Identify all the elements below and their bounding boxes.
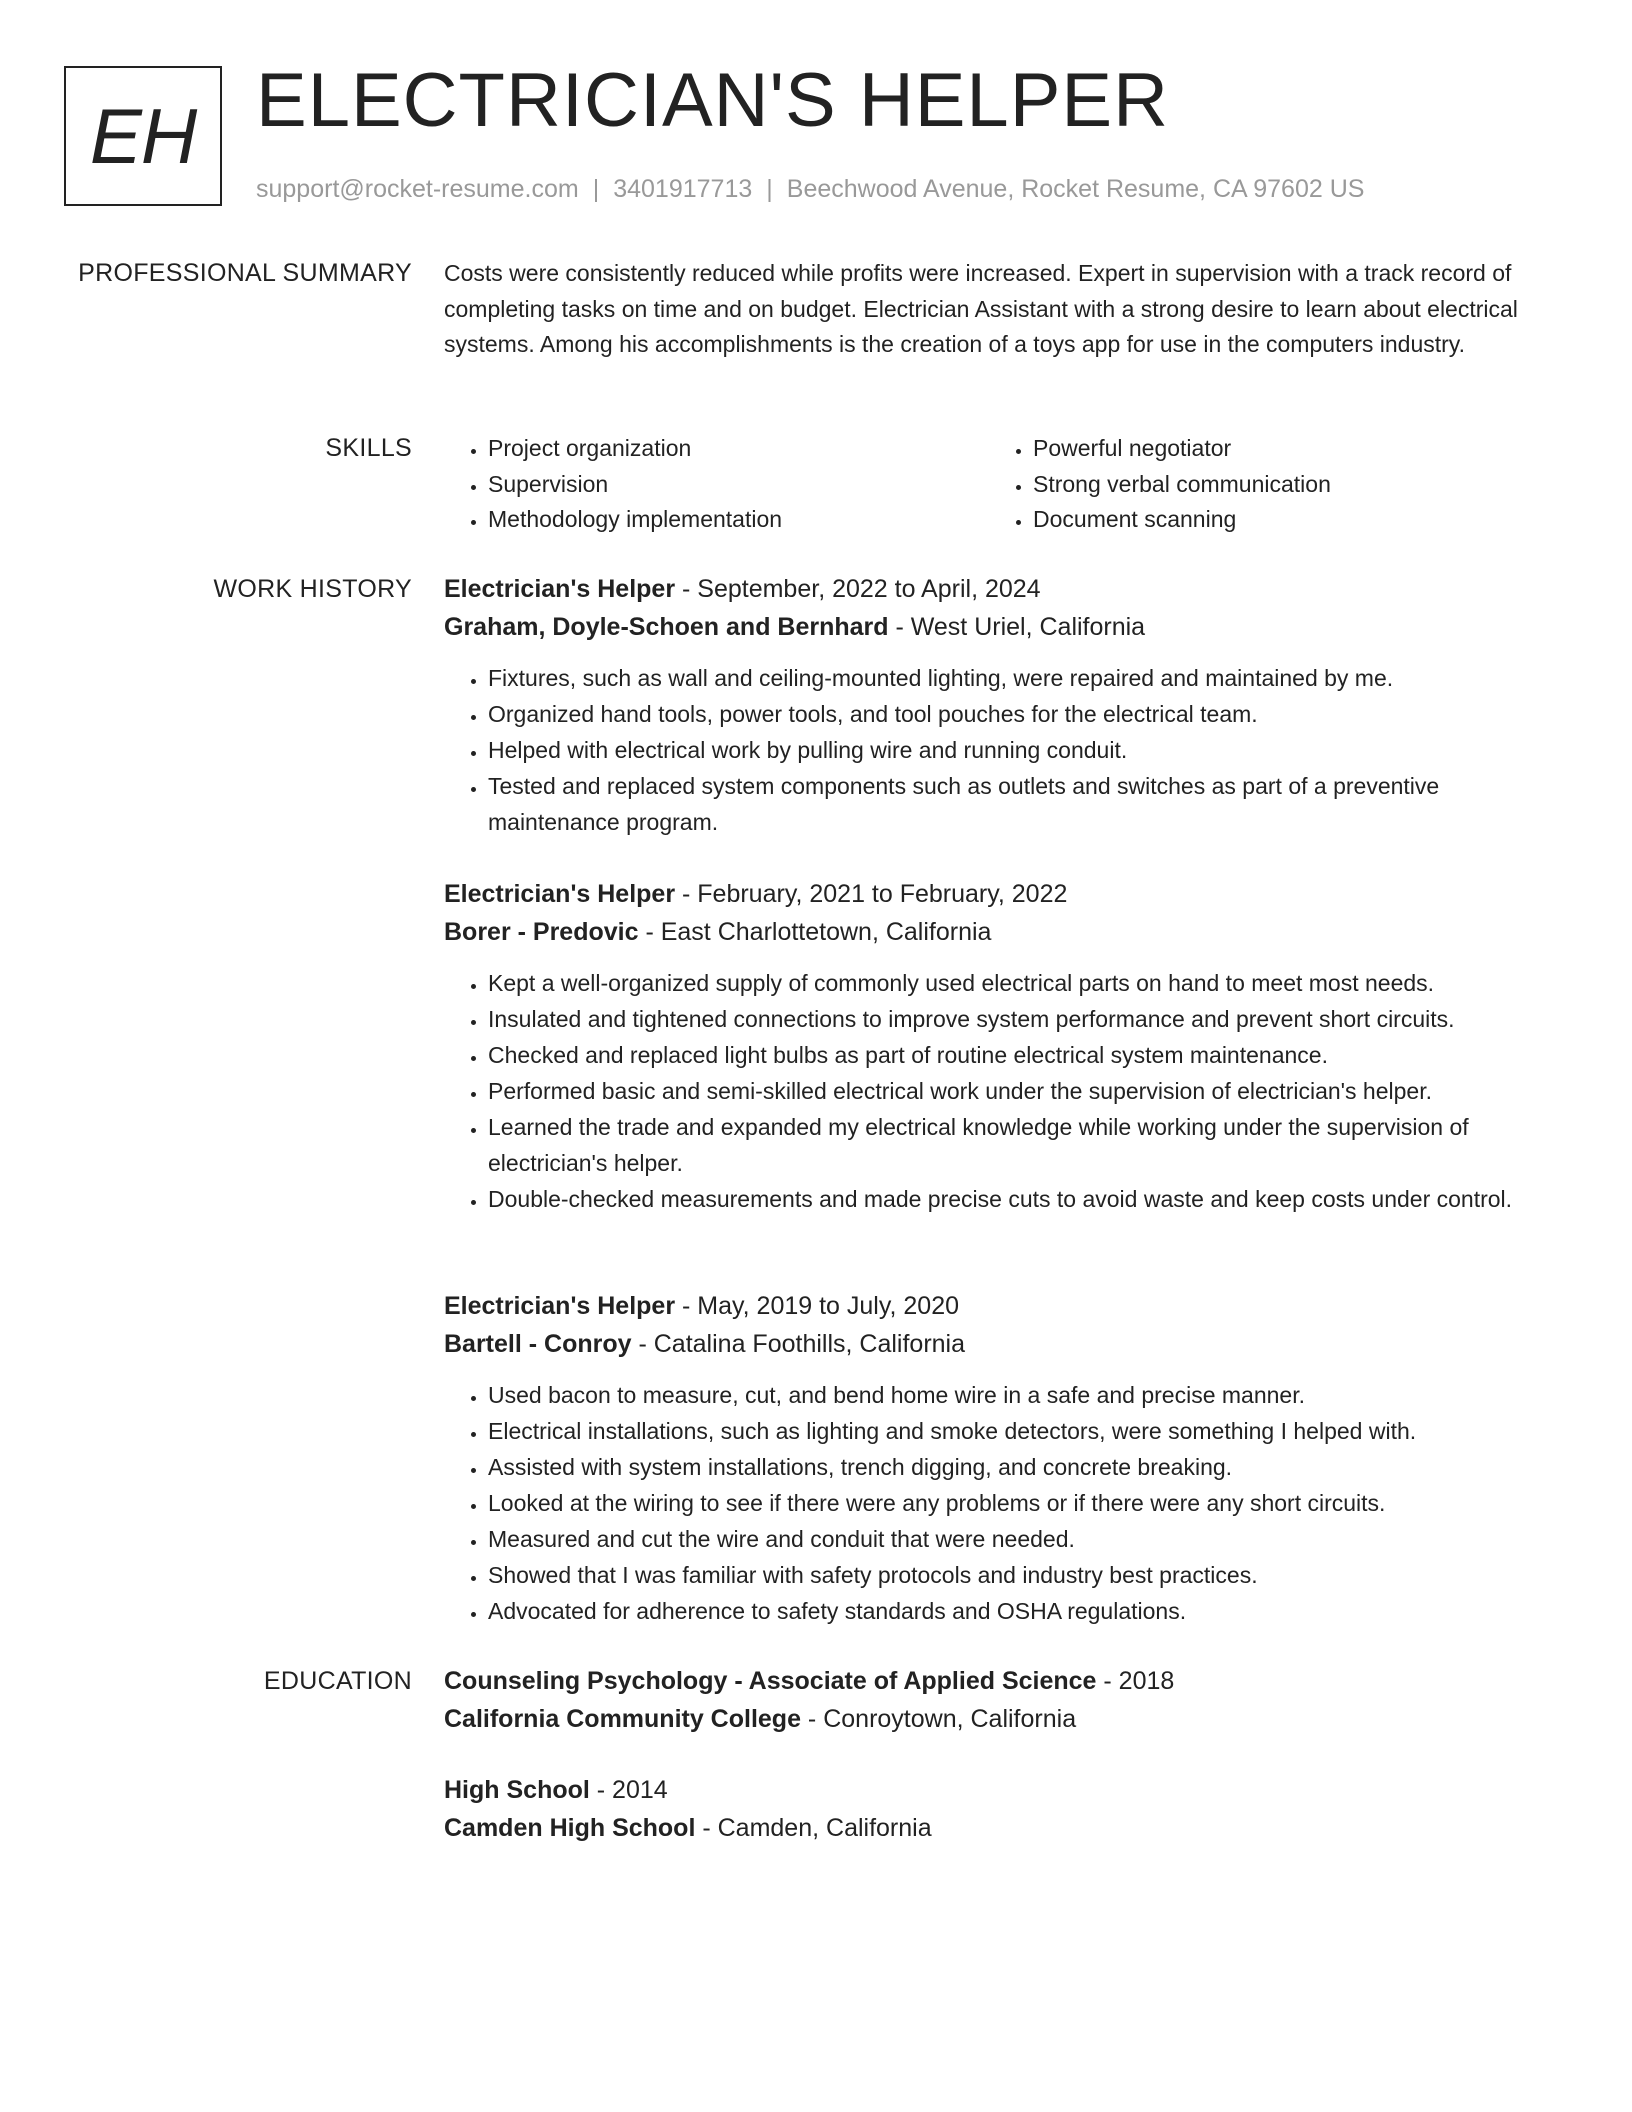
summary-text: Costs were consistently reduced while profits were increased. Expert in supervision with a track record of completing tasks on time and on budget. Electrician Assistant with a strong desire to learn about electrical systems. Among his accomplishments is the creation of a toys app for use in the computers industry. xyxy=(444,260,1518,357)
job-dates: - September, 2022 to April, 2024 xyxy=(675,575,1041,603)
job-location: - Catalina Foothills, California xyxy=(631,1330,966,1358)
monogram-box xyxy=(64,66,222,206)
skill-item: • Methodology implementation xyxy=(488,502,782,538)
job-duties-list xyxy=(444,1377,1544,1629)
job-location: - East Charlottetown, California xyxy=(638,918,992,946)
education-entry xyxy=(444,1662,1544,1738)
job-duty: • Fixtures, such as wall and ceiling-mounted lighting, were repaired and maintained by me. xyxy=(488,660,1544,696)
education-school-line xyxy=(444,1700,1544,1738)
job-title: Electrician's Helper xyxy=(444,575,676,603)
summary-body xyxy=(444,256,1544,363)
job-company-line xyxy=(444,913,1544,951)
education-entry xyxy=(444,1771,1544,1847)
contact-address: Beechwood Avenue, Rocket Resume, CA 97602 US xyxy=(786,175,1365,203)
skills-column-left xyxy=(444,431,782,538)
job-duty: • Measured and cut the wire and conduit that were needed. xyxy=(488,1521,1544,1557)
job-duty: • Checked and replaced light bulbs as part of routine electrical system maintenance. xyxy=(488,1037,1544,1073)
education-school: California Community College xyxy=(444,1705,801,1733)
education-location: - Camden, California xyxy=(695,1814,932,1842)
job-duty: • Electrical installations, such as lighting and smoke detectors, were something I helped with. xyxy=(488,1413,1544,1449)
job-title-line xyxy=(444,1287,1544,1325)
skills-column-right xyxy=(989,431,1331,538)
job-duty: • Insulated and tightened connections to improve system performance and prevent short circuits. xyxy=(488,1001,1544,1037)
job-duties-list xyxy=(444,660,1544,840)
education-degree: Counseling Psychology - Associate of Applied Science xyxy=(444,1667,1097,1695)
job-location: - West Uriel, California xyxy=(888,613,1146,641)
job-duty: • Looked at the wiring to see if there were any problems or if there were any short circuits. xyxy=(488,1485,1544,1521)
education-location: - Conroytown, California xyxy=(800,1705,1077,1733)
education-year: - 2014 xyxy=(589,1776,668,1804)
contact-phone: 3401917713 xyxy=(613,175,753,203)
contact-line xyxy=(256,172,1364,206)
job-duty: • Assisted with system installations, trench digging, and concrete breaking. xyxy=(488,1449,1544,1485)
job-duty: • Performed basic and semi-skilled electrical work under the supervision of electrician's helper. xyxy=(488,1073,1544,1109)
job-duty: • Learned the trade and expanded my electrical knowledge while working under the supervision of electrician's helper. xyxy=(488,1109,1544,1181)
job-title-line xyxy=(444,875,1544,913)
education-degree: High School xyxy=(444,1776,590,1804)
education-degree-line xyxy=(444,1662,1544,1700)
job-duties-list xyxy=(444,965,1544,1217)
education-year: - 2018 xyxy=(1096,1667,1175,1695)
job-duty: • Advocated for adherence to safety standards and OSHA regulations. xyxy=(488,1593,1544,1629)
contact-separator: | xyxy=(592,175,600,203)
job-dates: - May, 2019 to July, 2020 xyxy=(675,1292,960,1320)
job-duty: • Tested and replaced system components such as outlets and switches as part of a preventive maintenance program. xyxy=(488,768,1544,840)
contact-separator: | xyxy=(766,175,773,203)
job-duty: • Used bacon to measure, cut, and bend home wire in a safe and precise manner. xyxy=(488,1377,1544,1413)
section-label-work-history: WORK HISTORY xyxy=(213,575,412,603)
section-label-summary: PROFESSIONAL SUMMARY xyxy=(78,259,412,287)
job-duty: • Organized hand tools, power tools, and tool pouches for the electrical team. xyxy=(488,696,1544,732)
contact-email: support@rocket-resume.com xyxy=(256,175,579,203)
job-entry xyxy=(444,570,1544,840)
job-duty: • Double-checked measurements and made precise cuts to avoid waste and keep costs under control. xyxy=(488,1181,1544,1217)
section-label-skills: SKILLS xyxy=(325,434,412,462)
job-duty: • Kept a well-organized supply of commonly used electrical parts on hand to meet most needs. xyxy=(488,965,1544,1001)
candidate-name: ELECTRICIAN'S HELPER xyxy=(256,58,1169,143)
skill-item: • Supervision xyxy=(488,467,782,503)
job-title: Electrician's Helper xyxy=(444,880,676,908)
job-title: Electrician's Helper xyxy=(444,1292,676,1320)
skill-item: • Strong verbal communication xyxy=(1033,467,1331,503)
job-title-line xyxy=(444,570,1544,608)
skill-item: • Document scanning xyxy=(1033,502,1331,538)
education-degree-line xyxy=(444,1771,1544,1809)
skill-item: • Project organization xyxy=(488,431,782,467)
education-school-line xyxy=(444,1809,1544,1847)
job-company: Bartell - Conroy xyxy=(444,1330,632,1358)
education-school: Camden High School xyxy=(444,1814,696,1842)
job-company-line xyxy=(444,1325,1544,1363)
job-entry xyxy=(444,875,1544,1217)
job-dates: - February, 2021 to February, 2022 xyxy=(675,880,1068,908)
job-duty: • Helped with electrical work by pulling wire and running conduit. xyxy=(488,732,1544,768)
job-duty: • Showed that I was familiar with safety protocols and industry best practices. xyxy=(488,1557,1544,1593)
job-company-line xyxy=(444,608,1544,646)
job-entry xyxy=(444,1287,1544,1629)
job-company: Borer - Predovic xyxy=(444,918,639,946)
section-label-education: EDUCATION xyxy=(263,1667,412,1695)
monogram-initials: EH xyxy=(89,91,197,180)
job-company: Graham, Doyle-Schoen and Bernhard xyxy=(444,613,889,641)
skill-item: • Powerful negotiator xyxy=(1033,431,1331,467)
